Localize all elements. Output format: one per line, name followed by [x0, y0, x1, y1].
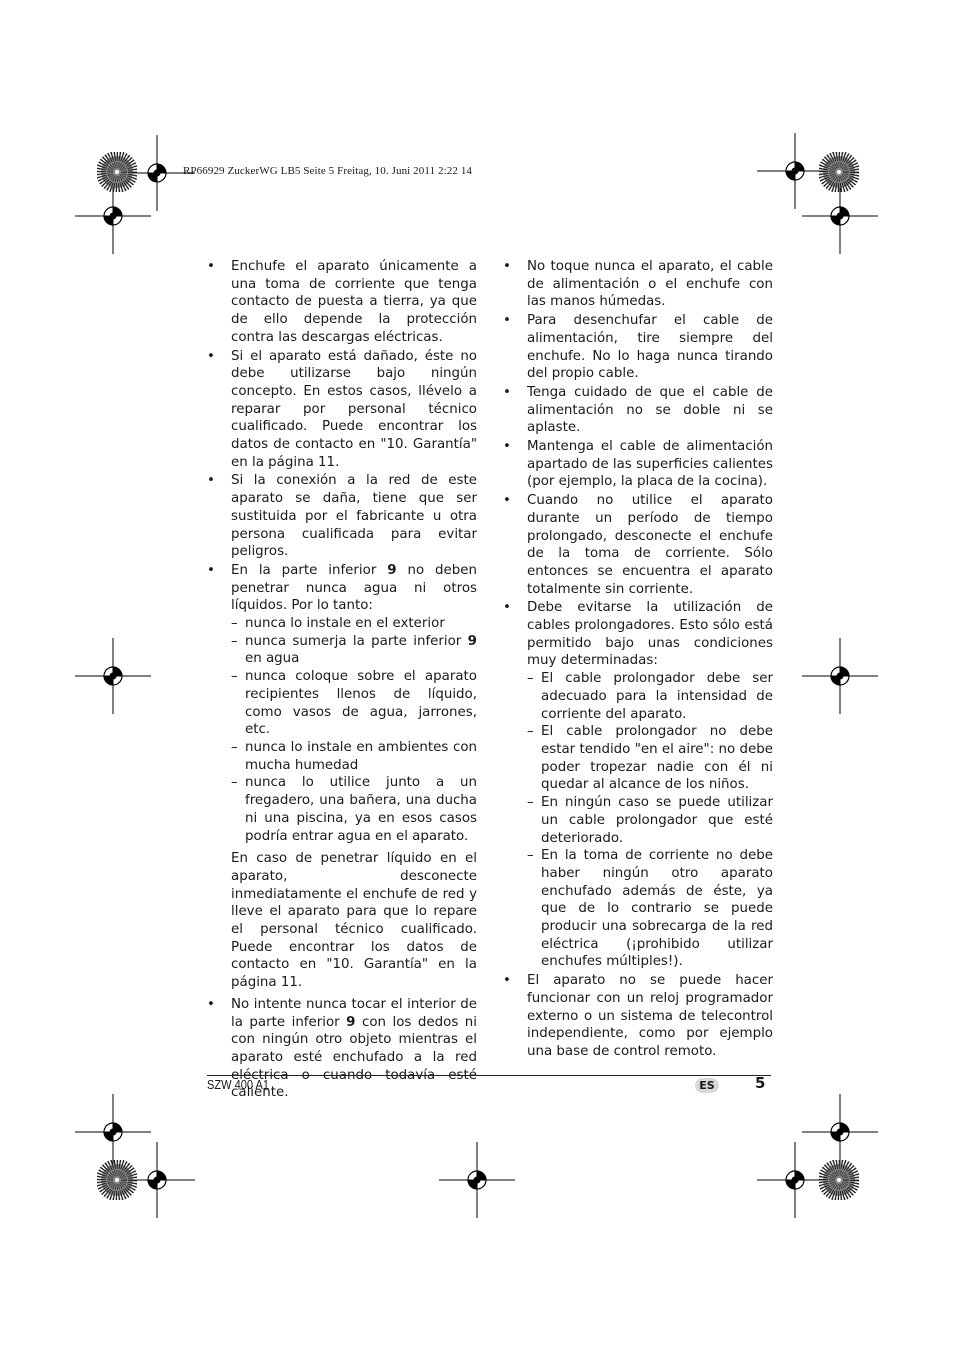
language-badge: ES [695, 1078, 719, 1093]
sub-item-cable-rating: – El cable prolongador debe ser adecuado para la intensidad de corriente del aparato. [527, 671, 773, 722]
bullet-mark: • [503, 439, 511, 455]
safety-item-long-term-unplug [483, 492, 773, 598]
item-text: No intente nunca tocar el interior de la parte inferior 9 con los dedos ni con ningún otro objeto mientras el aparato esté enchufado a la red eléctrica o cuando todavía esté caliente. [231, 996, 477, 1101]
item-text: Tenga cuidado de que el cable de alimentación no se doble ni se aplaste. [527, 384, 773, 436]
item-text: En la parte inferior 9 no deben penetrar nunca agua ni otros líquidos. Por lo tanto: [231, 562, 478, 614]
sub-item-multiple-plugs: – En la toma de corriente no debe haber ningún otro aparato enchufado además de éste, ya que de lo contrario se puede producir una sobrecarga de la red eléctrica (¡prohibido utilizar enchufes múltiples!). [527, 848, 773, 970]
bullet-mark: • [503, 973, 511, 989]
bullet-mark: • [207, 996, 215, 1012]
safety-item-damaged-connection [187, 472, 477, 561]
part-reference: 9 [346, 1014, 356, 1030]
bullet-mark: • [207, 473, 215, 489]
registration-mark-mid-left [73, 636, 153, 716]
item-text: Cuando no utilice el aparato durante un período de tiempo prolongado, desconecte el enchufe de la toma de corriente. Sólo entonces se encuentra el aparato totalmente sin corriente. [527, 493, 773, 597]
bullet-mark: • [503, 493, 511, 509]
part-reference: 9 [467, 633, 477, 649]
registration-mark-mid-right [800, 636, 880, 716]
item-text: No toque nunca el aparato, el cable de alimentación o el enchufe con las manos húmedas. [527, 259, 773, 310]
safety-item-damaged-appliance [187, 348, 477, 472]
item-text: El aparato no se puede hacer funcionar con un reloj programador externo o un sistema de telecontrol independiente, como por ejemplo una base de control remoto. [527, 973, 773, 1059]
safety-item-wet-hands [483, 258, 773, 311]
bullet-mark: • [503, 259, 511, 274]
safety-item-grounded-outlet [187, 258, 477, 347]
part-reference: 9 [387, 562, 397, 578]
footer-divider [207, 1075, 771, 1076]
bullet-mark: • [207, 348, 215, 364]
left-column [187, 258, 477, 1102]
safety-item-cable-bend [483, 384, 773, 437]
starburst-target-bottom-left [97, 1160, 137, 1200]
footer-model-number: SZW 400 A1 [207, 1077, 270, 1092]
bullet-mark: • [207, 259, 215, 274]
page-number: 5 [755, 1074, 766, 1092]
safety-item-extension-cables [483, 599, 773, 971]
starburst-target-top-left [97, 152, 137, 192]
print-info-header: RP66929 ZuckerWG LB5 Seite 5 Freitag, 10. Juni 2011 2:22 14 [183, 165, 473, 177]
item-text: Enchufe el aparato únicamente a una toma de corriente que tenga contacto de puesta a tierra, ya que de ello depende la protección contra las descargas eléctricas. [231, 259, 477, 345]
sub-item-submerge: – nunca sumerja la parte inferior 9 en agua [231, 633, 477, 667]
bullet-mark: • [503, 384, 511, 400]
item-text: Para desenchufar el cable de alimentación, tire siempre del enchufe. No lo haga nunca tirando del propio cable. [527, 313, 773, 382]
bullet-mark: • [207, 562, 215, 578]
safety-item-no-liquids [187, 562, 477, 992]
right-column [483, 258, 773, 1061]
sub-item-cable-condition: – En ningún caso se puede utilizar un cable prolongador que esté deteriorado. [527, 795, 773, 846]
bullet-mark: • [503, 313, 511, 329]
item-text: Si el aparato está dañado, éste no debe utilizarse bajo ningún concepto. En estos casos, llévelo a reparar por personal técnico cualificado. Puede encontrar los datos de contacto en "10. Garantía" en la página 11. [231, 348, 477, 470]
starburst-target-top-right [819, 152, 859, 192]
item-text: Mantenga el cable de alimentación apartado de las superficies calientes (por ejemplo, la placa de la cocina). [527, 439, 773, 490]
bullet-mark: • [503, 600, 511, 616]
item-text: Debe evitarse la utilización de cables prolongadores. Esto sólo está permitido bajo unas condiciones muy determinadas: [527, 600, 773, 669]
item-text: Si la conexión a la red de este aparato se daña, tiene que ser sustituida por el fabricante u otra persona cualificada para evitar peligros. [231, 473, 477, 560]
sub-item-sink: – nunca lo utilice junto a un fregadero, una bañera, una ducha ni una piscina, ya en esos casos podría entrar agua en el aparato. [231, 775, 477, 844]
starburst-target-bottom-right [819, 1160, 859, 1200]
sub-item-humidity: – nunca lo instale en ambientes con mucha humedad [231, 739, 477, 773]
liquid-ingress-paragraph: En caso de penetrar líquido en el aparato, desconecte inmediatamente el enchufe de red y lleve el aparato para que lo repare el personal técnico cualificado. Puede encontrar los datos de contacto en "10. Garantía" en la página 11. [231, 851, 477, 991]
sub-item-cable-routing: – El cable prolongador no debe estar tendido "en el aire": no debe poder tropezar nadie con él ni quedar al alcance de los niños. [527, 724, 773, 793]
sub-item-outdoor: – nunca lo instale en el exterior [231, 616, 445, 632]
safety-item-hot-surfaces [483, 438, 773, 491]
sub-item-containers: – nunca coloque sobre el aparato recipientes llenos de líquido, como vasos de agua, jarrones, etc. [231, 669, 477, 738]
registration-mark-bottom-center [437, 1140, 517, 1220]
safety-item-unplug [483, 312, 773, 383]
safety-item-timer [483, 972, 773, 1061]
